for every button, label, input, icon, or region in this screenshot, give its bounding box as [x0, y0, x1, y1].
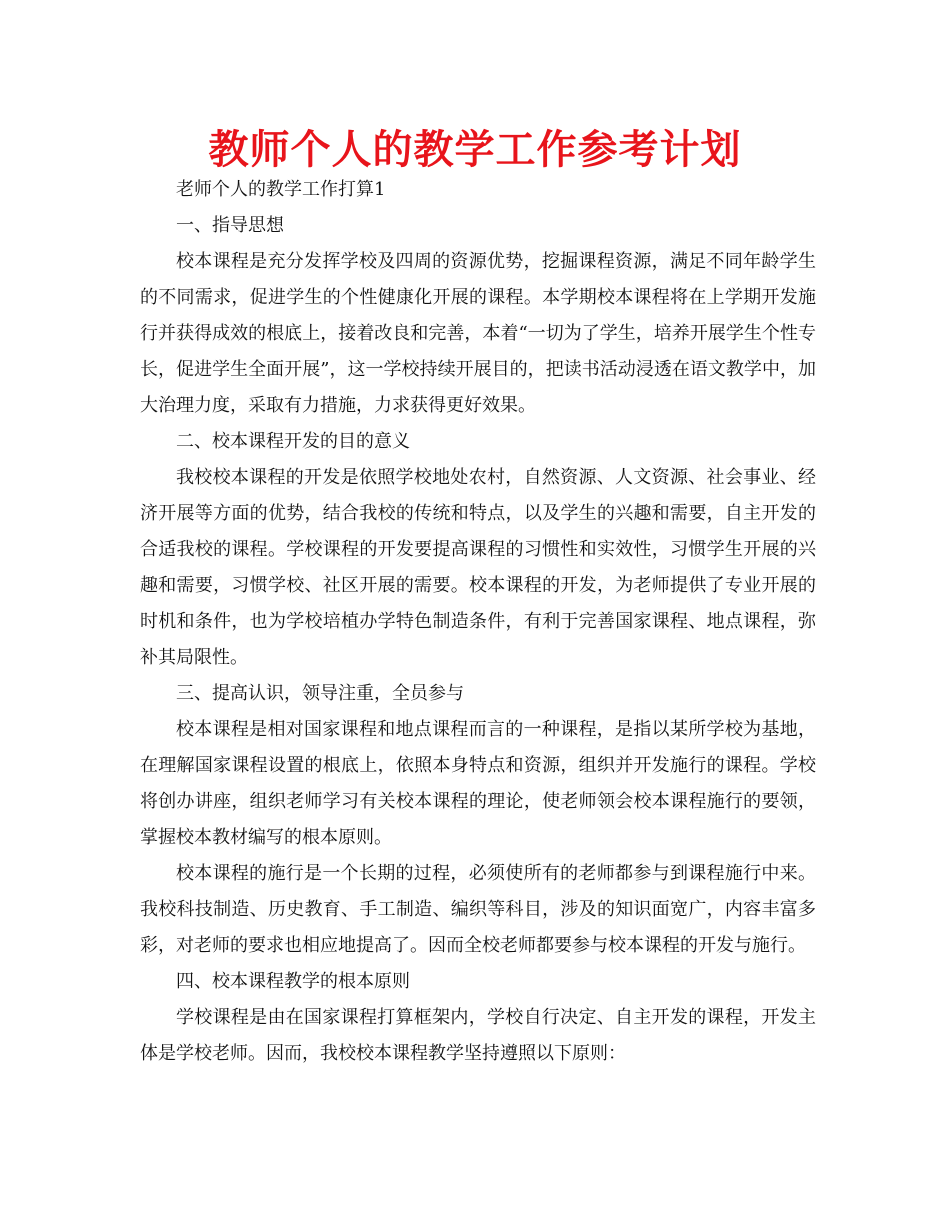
paragraph-purpose: 我校校本课程的开发是依照学校地处农村，自然资源、人文资源、社会事业、经济开展等方面的优势，结合我校的传统和特点，以及学生的兴趣和需要，自主开发的合适我校的课程。学校课程的开发要提高课程的习惯性和实效性，习惯学生开展的兴趣和需要，习惯学校、社区开展的需要。校本课程的开发，为老师提供了专业开展的时机和条件，也为学校培植办学特色制造条件，有利于完善国家课程、地点课程，弥补其局限性。 — [140, 467, 816, 668]
paragraph-awareness-1: 校本课程是相对国家课程和地点课程而言的一种课程，是指以某所学校为基地，在理解国家课程设置的根底上，依照本身特点和资源，组织并开发施行的课程。学校将创办讲座，组织老师学习有关校本课程的理论，使老师领会校本课程施行的要领，掌握校本教材编写的根本原则。 — [140, 719, 816, 848]
heading-purpose: 二、校本课程开发的目的意义 — [176, 431, 410, 452]
paragraph-guiding-ideology: 校本课程是充分发挥学校及四周的资源优势，挖掘课程资源，满足不同年龄学生的不同需求，促进学生的个性健康化开展的课程。本学期校本课程将在上学期开发施行并获得成效的根底上，接着改良和完善，本着“一切为了学生，培养开展学生个性专长，促进学生全面开展”，这一学校持续开展目的，把读书活动浸透在语文教学中，加大治理力度，采取有力措施，力求获得更好效果。 — [140, 251, 816, 416]
paragraph-awareness-2: 校本课程的施行是一个长期的过程，必须使所有的老师都参与到课程施行中来。我校科技制造、历史教育、手工制造、编织等科目，涉及的知识面宽广，内容丰富多彩，对老师的要求也相应地提高了。因而全校老师都要参与校本课程的开发与施行。 — [140, 863, 816, 956]
heading-guiding-ideology: 一、指导思想 — [176, 215, 284, 236]
heading-principles: 四、校本课程教学的根本原则 — [176, 971, 410, 992]
section-subtitle: 老师个人的教学工作打算1 — [176, 179, 386, 200]
document-body — [140, 172, 816, 1072]
document-title: 教师个人的教学工作参考计划 — [208, 127, 742, 173]
paragraph-principles: 学校课程是由在国家课程打算框架内，学校自行决定、自主开发的课程，开发主体是学校老师。因而，我校校本课程教学坚持遵照以下原则： — [140, 1007, 816, 1064]
heading-awareness: 三、提高认识，领导注重，全员参与 — [176, 683, 464, 704]
